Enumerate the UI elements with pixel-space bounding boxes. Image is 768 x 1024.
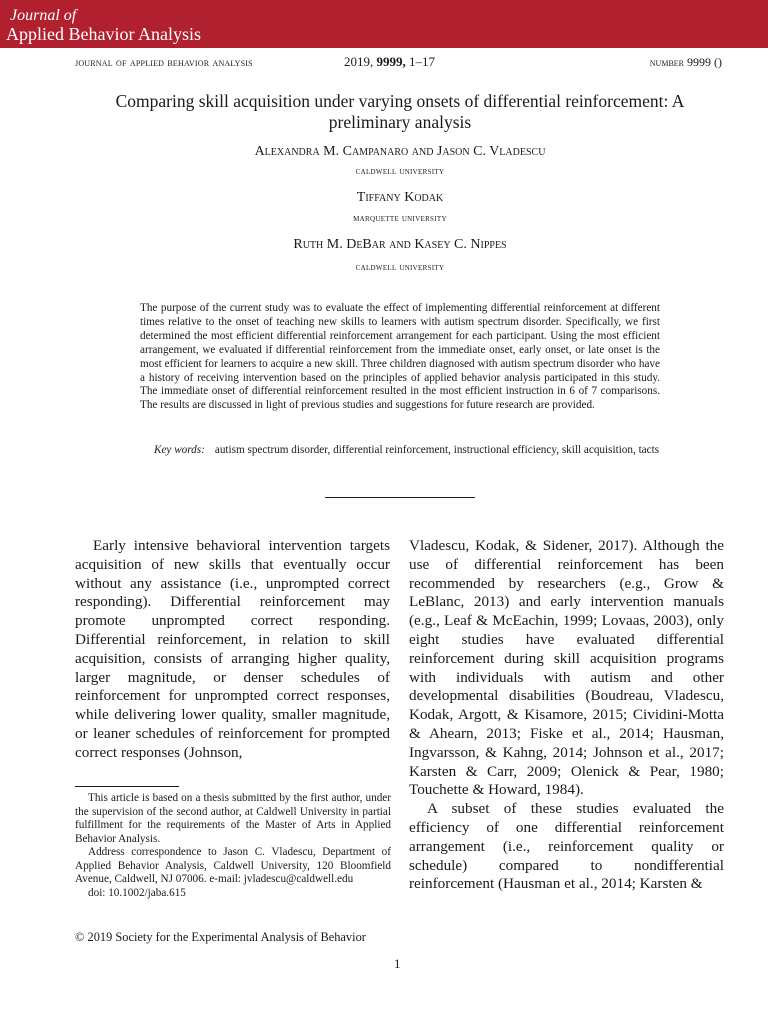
body-right-column — [409, 537, 724, 894]
journal-banner — [0, 0, 768, 48]
running-head-number: number 9999 () — [649, 55, 722, 69]
body-paragraph-1: Early intensive behavioral intervention targets acquisition of new skills that eventually occur without any assistance (i.e., unprompted correct responding). Differential reinforcement may promote unprompted correct responding. Differential reinforcement, in relation to skill acquisition, consists of arranging higher quality, larger magnitude, or denser schedules of reinforcement for unprompted correct responses, while delivering lower quality, smaller magnitude, or leaner schedules of reinforcement for prompted correct responses (Johnson, — [75, 537, 390, 761]
running-head-citation — [344, 54, 435, 70]
footnotes — [75, 792, 391, 900]
copyright-notice: © 2019 Society for the Experimental Analysis of Behavior — [75, 930, 366, 944]
article-title: Comparing skill acquisition under varying onsets of differential reinforcement: A preliminary analysis — [115, 91, 685, 132]
affiliation-1: caldwell university — [355, 166, 445, 177]
body-paragraph-2: A subset of these studies evaluated the efficiency of one differential reinforcement arrangement (i.e., reinforcement quality or schedule) compared to nondifferential reinforcement (Hausman et al., 2014; Karsten & — [409, 800, 724, 893]
body-left-column — [75, 537, 390, 763]
running-head-journal: journal of applied behavior analysis — [75, 55, 253, 69]
journal-logo-line1: Journal of — [10, 7, 77, 24]
affiliation-3: caldwell university — [355, 262, 445, 273]
keywords-label: Key words: — [154, 444, 205, 456]
keywords — [140, 443, 662, 457]
footnote-doi: doi: 10.1002/jaba.615 — [88, 886, 186, 899]
footnote-thesis: This article is based on a thesis submitted by the first author, under the supervision of the second author, at Caldwell University in partial fulfillment for the requirements of the Master of Arts in Applied Behavior Analysis. — [75, 792, 391, 845]
author-group-2: Tiffany Kodak — [356, 190, 444, 205]
footnote-correspondence: Address correspondence to Jason C. Vladescu, Department of Applied Behavior Analysis, Caldwell University, 120 Bloomfield Avenue, Caldwell, NJ 07006. e-mail: jvladescu@caldwell.edu — [75, 846, 391, 885]
running-head-volume: 9999, — [376, 54, 406, 69]
page-number: 1 — [394, 956, 401, 971]
body-paragraph-1-continued: Vladescu, Kodak, & Sidener, 2017). Although the use of differential reinforcement has been recommended by researchers (e.g., Grow & LeBlanc, 2013) and early intervention manuals (e.g., Leaf & McEachin, 1999; Lovaas, 2003), only eight studies have evaluated differential reinforcement during skill acquisition programs with individuals with autism and other developmental disabilities (Boudreau, Vladescu, Kodak, Argott, & Kisamore, 2015; Cividini-Motta & Ahearn, 2013; Fiske et al., 2014; Hausman, Ingvarsson, & Kahng, 2014; Johnson et al., 2017; Karsten & Carr, 2009; Olenick & Pear, 1980; Touchette & Howard, 1984). — [409, 537, 724, 799]
section-divider — [325, 497, 475, 498]
footnote-divider — [75, 786, 179, 787]
author-group-1: Alexandra M. Campanaro and Jason C. Vladescu — [254, 144, 546, 159]
affiliation-2: marquette university — [353, 213, 447, 224]
running-head-year: 2019, — [344, 54, 374, 69]
running-head-pages: 1–17 — [409, 54, 435, 69]
keywords-text: autism spectrum disorder, differential reinforcement, instructional efficiency, skill acquisition, tacts — [214, 444, 660, 456]
journal-logo-line2: Applied Behavior Analysis — [6, 24, 201, 44]
author-group-3: Ruth M. DeBar and Kasey C. Nippes — [293, 237, 507, 252]
abstract: The purpose of the current study was to evaluate the effect of implementing differential reinforcement at different times relative to the onset of teaching new skills to learners with autism spectrum disorder. Specifically, we first determined the most efficient differential reinforcement arrangement for each participant. Using the most efficient arrangement, we evaluated if differential reinforcement from the immediate onset, early onset, or late onset is the most efficient for learners to acquire a new skill. Three children diagnosed with autism spectrum disorder who have a history of receiving intervention based on the principles of applied behavior analysis participated in this study. The immediate onset of differential reinforcement resulted in the most efficient instruction in 6 of 7 comparisons. The results are discussed in light of previous studies and suggestions for future research are provided. — [140, 302, 660, 412]
